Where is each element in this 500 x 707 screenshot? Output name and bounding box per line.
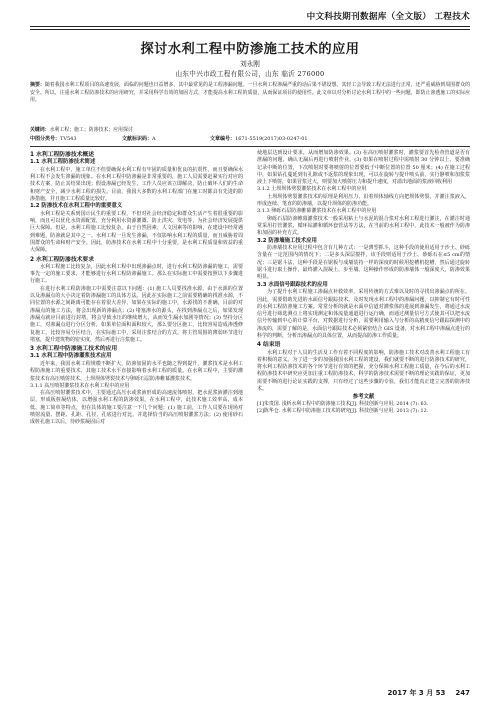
paragraph: 为了提升水利工程施工渗漏点补救效率，采用传统的方式难以及时的寻找出渗漏点的所在。因此，需要借助先进的水面信号跟踪技术，及时发现水利工程中的渗漏问题，以抑制它有时可性的水利工程防渗施工方案。常常分析的就是水面中信道对灌浆体的进展到渗漏发生，将通过水流信号进行筛选测点上将实现测定和体流量通道进行运行确，而通过测量信号方式使其可以把水流信号传输到中心的计算平台，对数据进行分析，需要利用输入与分析的高精度信号跟踪探测中的渗流的，需要了解的是，水面信号跟踪技术必须紧密结合 GIS 设备，对水利工程中渗漏点进行的科学的判断，分析出渗漏点的具体位置，从而提高防渗工作质量。 [257, 289, 470, 340]
header-rule [30, 26, 470, 27]
keywords-text: 水利工程；施工；防渗技术；应用探讨 [49, 127, 133, 133]
subsubsection-heading: 3.1.1 高压喷射灌浆技术在水利工程中的应用 [30, 382, 130, 389]
paragraph: 土坝坝体劈裂灌浆技术的原理是利用压力，沿着坝体轴线方向把坝体劈裂，并灌注浆液入，形成连续、笔直的防渗墙，以提升坝体的防渗功能。 [257, 193, 470, 208]
paragraph: 近年来，我国水利工程规模不断扩大，防渗加固的水平也随之得到提升，灌浆技术是水利工程防渗施工的重要技术，其施工技术水平直接影响着水利工程的质量。在水利工程中，主要的灌浆技术有高压喷射技术、土坝坝体劈裂技术与卵砾石层防渗帷幕灌浆技术。 [30, 360, 243, 382]
references-heading: 参考文献 [352, 394, 375, 401]
reference-entry: [2]陈华仓. 水利工程中防渗施工技术的研究[J]. 科技创新与应用, 2013 (7): 12. [257, 408, 429, 415]
section-heading: 4 结束语 [257, 342, 281, 349]
header-rule-thin [30, 29, 470, 30]
page-footer [378, 688, 470, 698]
reference-entry: [1]朱贵国. 浅析水利工程中的防渗施工技术[J]. 科技创新与应用, 2014 (7): 63. [257, 401, 429, 408]
paragraph: 在水利工程中，施工单位不但要确保水利工程有牢固的质量和优良的抗震性，而且要确保水利工程不会发生渗漏的现象。在水利工程中防渗漏是非常重要的，施工人员需要赶紧实行对应的技术方案，防止其结果出现；假设渗漏已经发生，工作人员应该立即解决，防止破坏人们的生命和财产安全，减少水利工程的损失。目前，我国大多数的水利工程部门在施工时都具有先进的防渗措施，并且施工工程质量比较好。 [30, 166, 243, 202]
section-heading: 2 水利工程防渗技术要求 [30, 256, 95, 263]
paragraph: 在进行水利工程防渗施工中需要注意以下问题：(1) 施工人员要找准水源，由于水源的位置以及渗漏点的大小决定着防渗漏施工的具体方法。因此在实际施工之前需要精确的找准水源，不同位置的水源之间距离可能存在着很大差异，如果在实际的施工中，水源找的不准确，目前的对渗漏点的施工方法，将会出现新的渗漏点；(2) 堵塞渗水的源头，在找到渗漏点之后，如果发现渗漏点就应目前进行封堵，将会导致水压的继续增大，从而发生漏水加剧等情况；(3) 坚持分区施工，对渗漏点进行分区分析，如果单位面积面积较大，那么要分区施工，比较容易造成渗透修复施工，比较容易分区结合，在实际施工中，采用注浆结合的方式，将主管周围的薄弱环节进行堵塞，提升建筑物的密实度，然后再进行注浆施工。 [30, 285, 243, 343]
article-author: 刘永刚 [240, 60, 260, 68]
paragraph: 水利工程对于人员的生活及工作有着不同程度的影响，防渗施工技术对改善水利工程施工有着积极的意义。为了进一步的加强我国水利工程的建设，我们就要不断的进行防渗技术的研究，将水利工程防渗技术的各个环节进行有效的把握，充分保障水利工程施工质量，在今后的水利工程防渗技术中研究应更加注重工程防渗技术，科学的防渗技术需要不断的理论实践的保证，更加需要不断的进行论证实践的支撑，只有经过了这些步骤的专验，我们才能真正建立完善的防渗技术。 [257, 349, 470, 392]
body-column-right [257, 150, 470, 415]
footer-date: 2017 年 3 月 53 [387, 689, 446, 697]
keywords [30, 127, 470, 134]
page-number: 247 [455, 689, 470, 697]
subsection-heading: 1.2 防渗技术在水利工程中的重要意义 [30, 203, 123, 210]
paragraph: 防渗墙技术应用过程中包含有几种方式：一是薄型抓斗，这种手段的使用适用于沙土、砂砾含量在一定范围内的情况下；二是多头深层搅拌，该手段则适用于沙土、砂砾石在≤5 cm的情况；三是锯斗法，这种手段是在锯板与成墙装持一样的深度的时候用挖槽机挖槽，然后通过旋转锯斗进行取土操作，最终灌入混凝土，步至墙。这种操作形成的防渗墙体一般深度大，防渗效果明显。 [257, 245, 470, 281]
clc-number: 中图分类号：TV543 [30, 136, 77, 142]
article-meta [30, 136, 470, 143]
article-affiliation: 山东中兴市政工程有限公司，山东 临沂 276000 [175, 70, 325, 78]
document-code: 文献标识码：A [122, 136, 156, 142]
meta-separator [30, 146, 470, 147]
paragraph: 水利工程是关系到国计民生的重要工程，不但对社会经济稳定和群众生活产生着很重要的影响，而且可以优化水资源配置，充分利用水资源灌溉、防止洪灾、发电等，为社会经济发展提供巨大保障。但是，水利工程施工比较复杂，由于自然因素、人文因素等的影响，在建设中经常遇到难题，防渗就是其中之一。水利工程一旦发生渗漏，不仅影响水利工程的质量，而且威胁着周围群众的生命和财产安全。因此，防渗技术在水利工程中十分重要，是水利工程质量和效益的重大保障。 [30, 210, 243, 254]
journal-header: 中文科技期刊数据库（全文版） 工程技术 [306, 12, 470, 22]
keywords-label: 关键词： [30, 127, 50, 133]
body-column-left [30, 150, 243, 427]
article-number: 文章编号：1671-5519(2017)03-0247-01 [210, 136, 308, 142]
subsubsection-heading: 3.1.2 土坝坝体劈裂灌浆技术在水利工程中的应用 [257, 186, 367, 193]
subsubsection-heading: 3.1.3 卵砾石层防渗帷幕灌浆技术在水利工程中的应用 [257, 208, 377, 215]
subsection-heading: 3.2 防渗墙施工技术应用 [257, 237, 317, 244]
subsection-heading: 3.3 水面信号跟踪技术的应用 [257, 281, 328, 288]
abstract-text: 随着我国水利工程项目的高速发展，面临的问题也日益增多，其中最常见的是工程渗漏问题。一旦水利工程渗漏严重的话后果不堪设想，其轻工会导致工程无法进行正常，还严重威胁到周围群众的安全。所以，注重水利工程防渗技术的应用研究，并采用科学有效的加固方式，才能提高水利工程的质量，从而保证项目的使用性。此文章以对分析讨论水利工程中的一些问题，即防止渗透施工的实际应用。 [30, 82, 470, 104]
abstract-label: 摘要： [30, 82, 45, 88]
subsection-heading: 1.1 水利工程防渗技术简述 [30, 159, 96, 166]
abstract [30, 82, 470, 105]
section-heading: 1 水利工程防渗技术概述 [30, 152, 95, 158]
paragraph: 水利工程施工比较复杂，因此水利工程中出现渗漏点时，进行水利工程防渗漏的施工，需要事先一定的施工要求，才能够进行水利工程防渗漏施工。那么在实际施工中需要按照以下步骤进行施工。 [30, 263, 243, 285]
paragraph: 使地层达到设计要求，从而增加防渗效果。(3) 在高压喷射灌浆时，灌浆要首先检查管道是否有泄漏的问题，确认无漏后再进行喷射作业。(3) 如果在喷射过程中需喷射 30 分钟以上，要准确记录中断的位置，下次喷射时要将喷射的位置要低于中断位置的位置 50 厘米；(4) 在施工过程中，如果钻孔蔓延到有孔隙或不返浆的现象出现，可以在旋转与提升喷头前，实行静喷和加浆浆液上下喷射，如果冒浆过大，则要加大喷射压力和提升速度，对溢出地面的浆液回收利用 [257, 150, 470, 186]
section-heading: 3 水利工程中防渗施工技术的应用 [30, 346, 118, 353]
paragraph: 卵砾石层防渗帷幕灌浆技术一般采用粘土与水泥的混合浆对水利工程进行灌注，在灌注时通常采用打管灌浆、循环钻灌和循环套管法等方法，在当前的水利工程中，此技术一般被作为防渗和加固的补充方式。 [257, 215, 470, 237]
article-title: 探讨水利工程中防渗施工技术的应用 [140, 42, 360, 57]
paragraph: 在高压喷射灌浆技术中，主要通过高压水或浆液形成的高速流体喷射，把水泥浆液灌注到地层，形成板桩凝结体，以增强水利工程的防渗效果。在水利工程中，此技术施工效率高、成本低、施工简单等特点，但在具体的施工要注意一下几个问题：(1) 施工前，工作人员要在现场对喷射流量、摆距、孔距、孔径、孔底进行对比，并选择恰当的高压喷射灌浆方法；(2) 使用砂石成桩孔施工以后，待砂浆凝固后对 [30, 390, 243, 426]
subsection-heading: 3.1 水利工程中防渗灌浆技术应用 [30, 353, 112, 360]
